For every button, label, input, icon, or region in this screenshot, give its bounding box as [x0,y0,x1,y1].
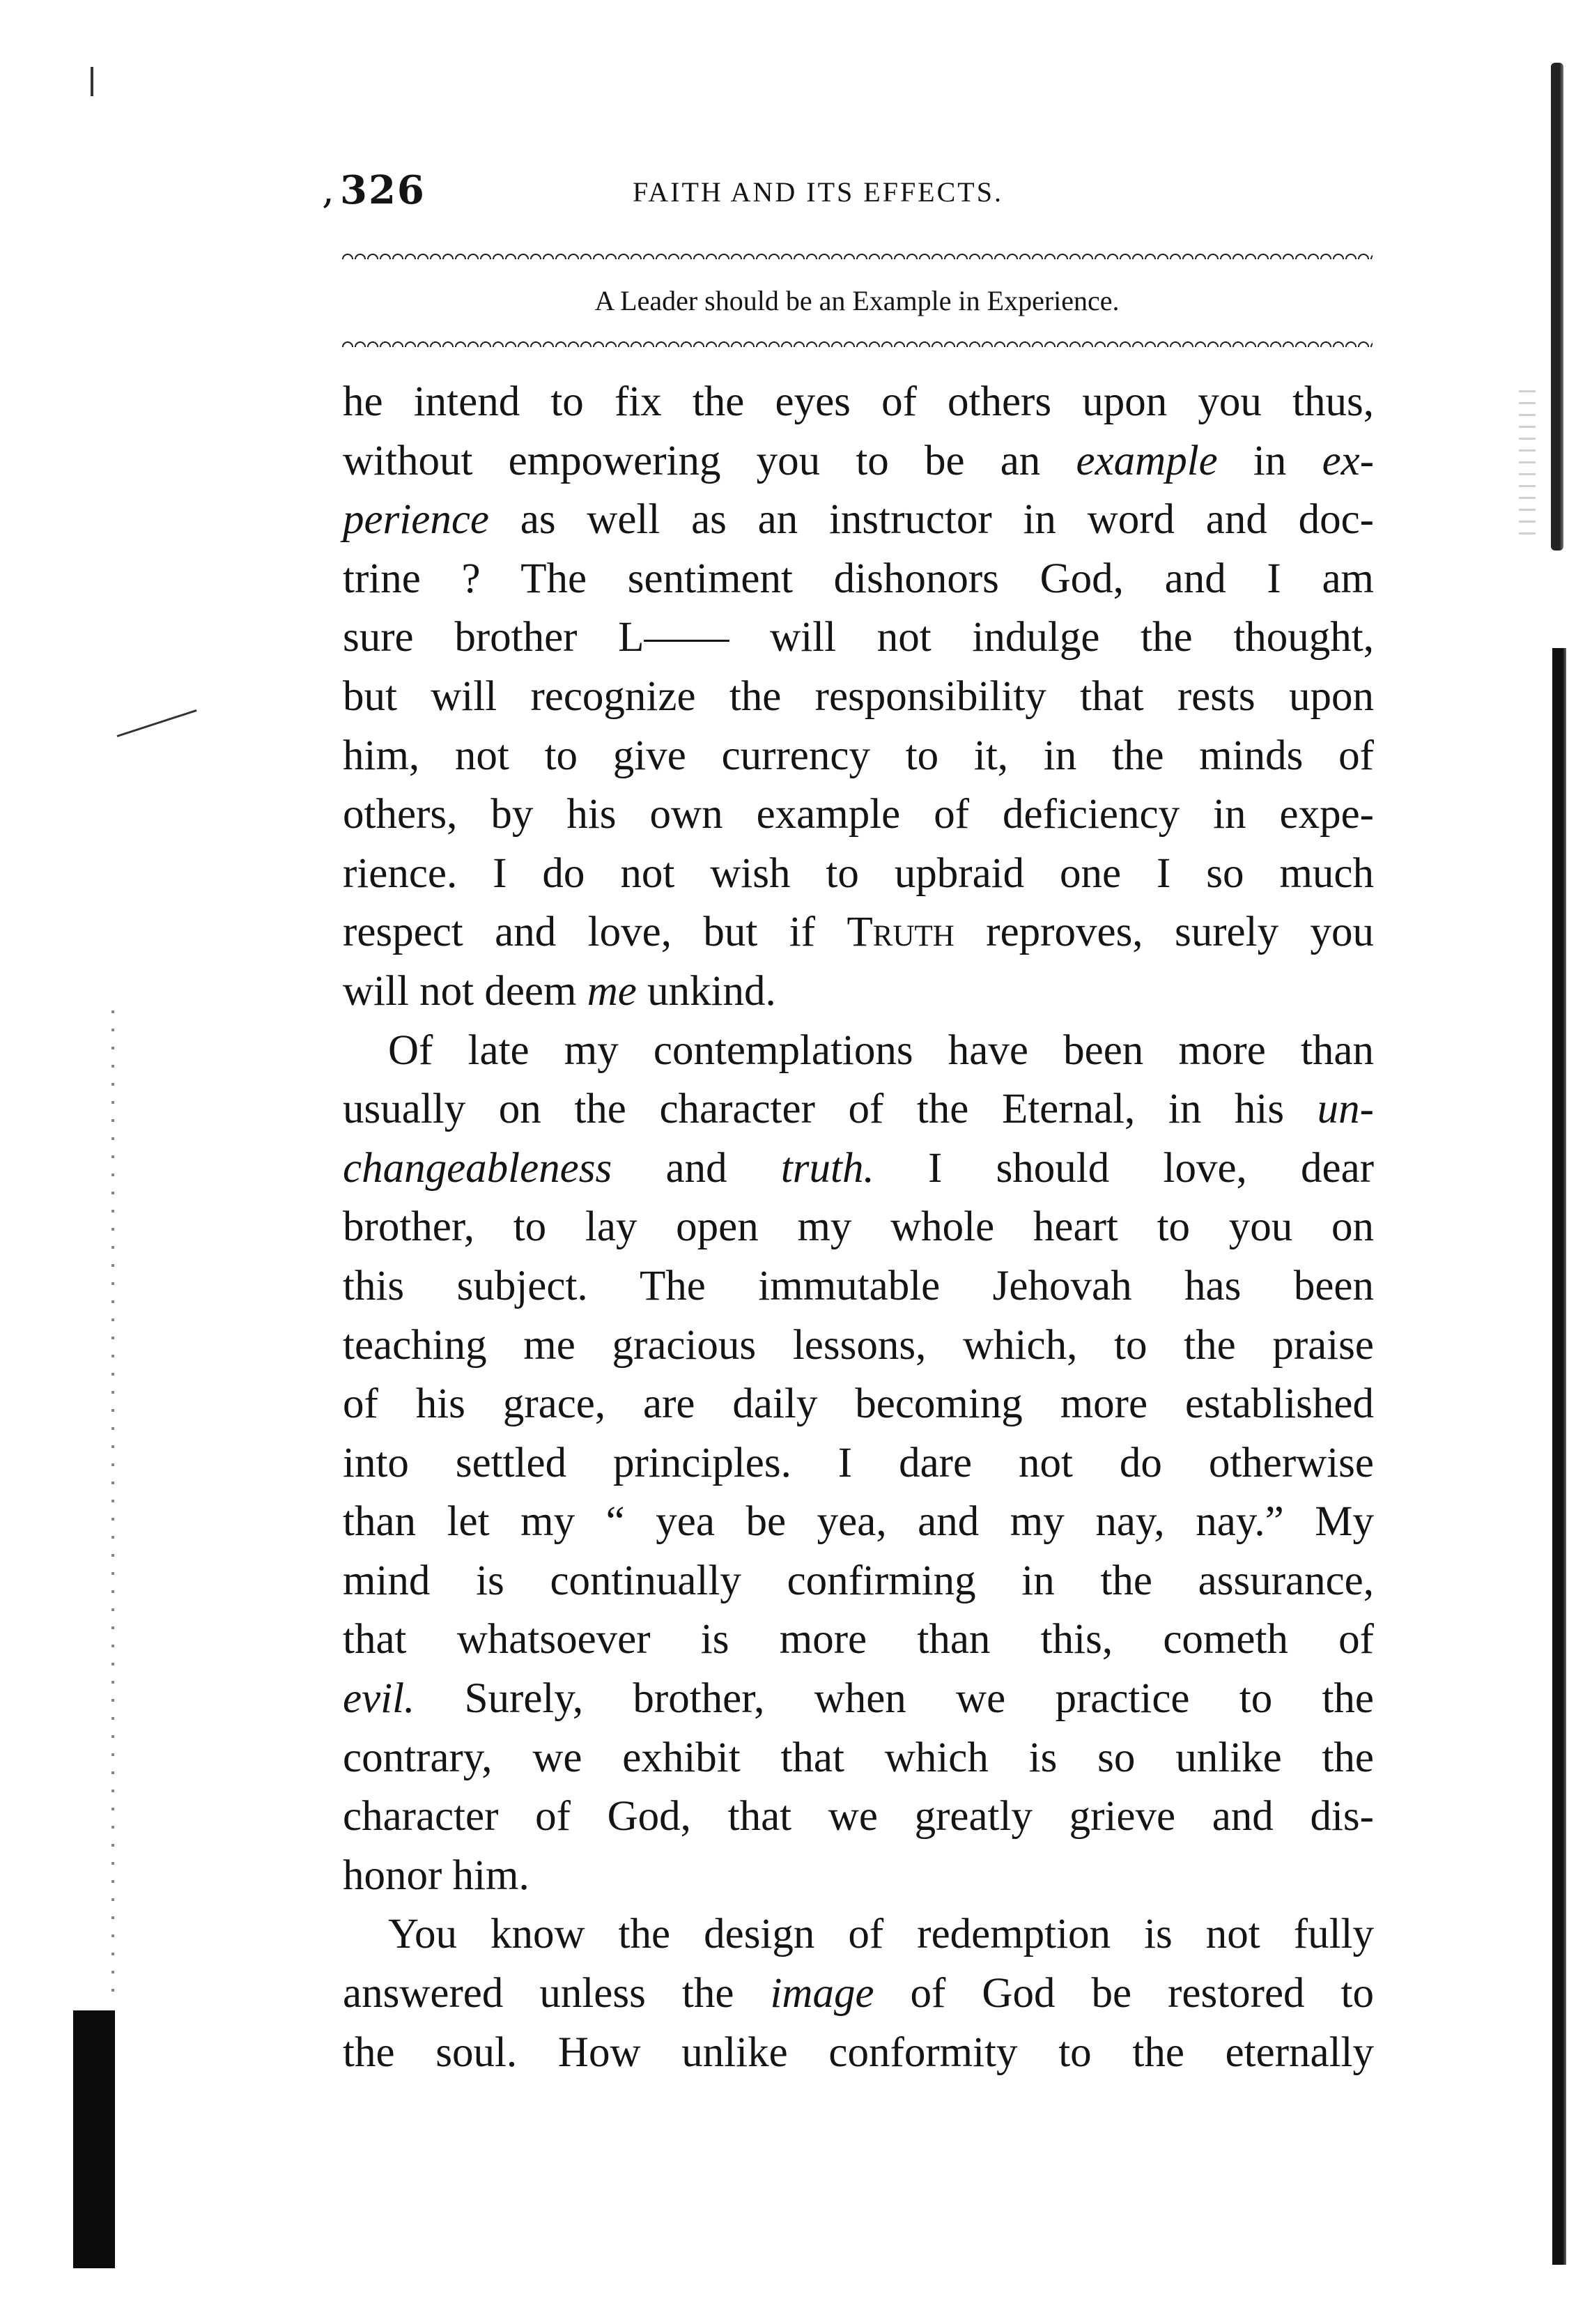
corner-mark [91,67,93,96]
text-line: usually on the character of the Eternal, in his un- [343,1086,1374,1133]
stray-pen-mark [117,709,197,737]
text-line: of his grace, are daily becoming more established [343,1380,1374,1428]
text-line: respect and love, but if Truth reproves, surely you [343,909,1375,956]
text-line: him, not to give currency to it, in the minds of [343,732,1374,779]
text-line: will not deem me unkind. [343,967,776,1015]
running-head [333,167,1378,230]
text-line: he intend to fix the eyes of others upon you thus, [343,378,1374,425]
text-line: sure brother L—— will not indulge the thought, [343,614,1374,661]
text-line: the soul. How unlike conformity to the eternally [343,2029,1374,2076]
text-line: contrary, we exhibit that which is so unlike the [343,1734,1374,1781]
text-line: changeableness and truth. I should love, dear [343,1144,1375,1192]
text-line: character of God, that we greatly grieve and dis- [343,1793,1374,1840]
page-number: , 326 [340,167,426,213]
text-line: without empowering you to be an example in ex- [343,437,1375,484]
text-line: perience as well as an instructor in word and doc- [343,496,1374,544]
text-line: others, by his own example of deficiency in expe- [343,791,1374,838]
body-text [343,373,1374,2082]
scan-binding-bar [73,2010,115,2268]
text-line: trine ? The sentiment dishonors God, and I am [343,555,1374,602]
text-line: than let my “ yea be yea, and my nay, nay.” My [343,1498,1374,1546]
text-line: teaching me gracious lessons, which, to the praise [343,1321,1374,1369]
text-line: mind is continually confirming in the assurance, [343,1557,1374,1604]
text-line: evil. Surely, brother, when we practice to the [343,1675,1374,1723]
section-subhead: A Leader should be an Example in Experience. [594,285,1120,316]
text-line: this subject. The immutable Jehovah has been [343,1262,1374,1309]
text-line: into settled principles. I dare not do otherwise [343,1439,1374,1486]
text-line: You know the design of redemption is not fully [388,1911,1374,1958]
scan-dots [111,1010,114,2007]
ornamental-rule-bottom [341,340,1373,347]
scan-specks [1519,390,1536,544]
text-line: rience. I do not wish to upbraid one I so much [343,849,1374,897]
running-title: FAITH AND ITS EFFECTS. [633,176,1003,208]
text-line: answered unless the image of God be restored to [343,1970,1374,2017]
ornamental-rule-top [341,252,1373,259]
text-line: but will recognize the responsibility that rests upon [343,672,1374,720]
text-line: honor him. [343,1852,530,1899]
scan-edge-upper [1551,63,1563,551]
text-line: Of late my contemplations have been more than [388,1026,1374,1074]
text-line: that whatsoever is more than this, cometh of [343,1616,1374,1663]
scan-edge-lower [1552,648,1566,2265]
text-line: brother, to lay open my whole heart to you on [343,1203,1374,1251]
